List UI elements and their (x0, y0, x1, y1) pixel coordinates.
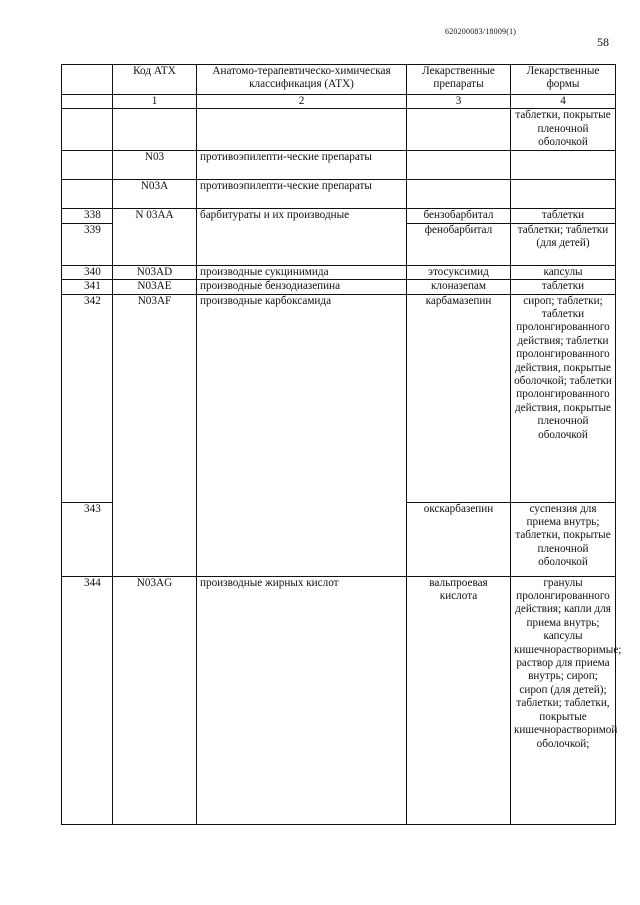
row-number: 338 (62, 209, 113, 223)
dosage-forms (511, 151, 616, 180)
dosage-forms: суспензия для приема внутрь; таблетки, покрытые пленочной оболочкой (511, 502, 616, 576)
table-row (62, 180, 616, 209)
column-number: 1 (113, 95, 197, 109)
header-num (62, 65, 113, 95)
row-number: 339 (62, 223, 113, 265)
drug-name: окскарбазепин (407, 502, 511, 576)
row-number (62, 109, 113, 151)
atx-classification: противоэпилепти-ческие препараты (197, 151, 407, 180)
atx-code: N03AG (113, 576, 197, 824)
dosage-forms: гранулы пролонгированного действия; капли для приема внутрь; капсулы кишечнорастворимые; раствор для приема внутрь; сироп; сироп (для детей); таблетки; таблетки, покрытые кишечнорастворимой оболочкой; (511, 576, 616, 824)
dosage-forms: таблетки (511, 280, 616, 294)
row-number: 343 (62, 502, 113, 576)
row-number: 342 (62, 294, 113, 502)
dosage-forms: таблетки (511, 209, 616, 223)
atx-classification: противоэпилепти-ческие препараты (197, 180, 407, 209)
column-number: 3 (407, 95, 511, 109)
drug-name (407, 151, 511, 180)
header-classification: Анатомо-терапевтическо-химическая классификация (АТХ) (197, 65, 407, 95)
table-row (62, 265, 616, 279)
table-row (62, 209, 616, 223)
table-header-row (62, 65, 616, 95)
header-drugs: Лекарственные препараты (407, 65, 511, 95)
column-number-row (62, 95, 616, 109)
header-code: Код АТХ (113, 65, 197, 95)
drug-name: вальпроевая кислота (407, 576, 511, 824)
drug-name: этосуксимид (407, 265, 511, 279)
table-row (62, 109, 616, 151)
dosage-forms: капсулы (511, 265, 616, 279)
table-row (62, 294, 616, 502)
drug-name: фенобарбитал (407, 223, 511, 265)
row-number: 344 (62, 576, 113, 824)
atx-table (61, 64, 622, 825)
atx-classification: производные сукцинимида (197, 265, 407, 279)
dosage-forms: таблетки; таблетки (для детей) (511, 223, 616, 265)
column-number (62, 95, 113, 109)
drug-name: карбамазепин (407, 294, 511, 502)
atx-code: N03AE (113, 280, 197, 294)
dosage-forms: сироп; таблетки; таблетки пролонгированного действия; таблетки пролонгированного действия, покрытые оболочкой; таблетки пролонгированного действия, покрытые пленочной оболочкой (511, 294, 616, 502)
atx-classification: производные бензодиазепина (197, 280, 407, 294)
drug-name: клоназепам (407, 280, 511, 294)
row-number (62, 151, 113, 180)
atx-code: N03 (113, 151, 197, 180)
atx-code: N 03AA (113, 209, 197, 265)
drug-name (407, 109, 511, 151)
atx-classification: производные жирных кислот (197, 576, 407, 824)
column-number: 4 (511, 95, 616, 109)
atx-classification: производные карбоксамида (197, 294, 407, 576)
dosage-forms: таблетки, покрытые пленочной оболочкой (511, 109, 616, 151)
document-id: 620200083/18009(1) (445, 27, 517, 36)
column-number: 2 (197, 95, 407, 109)
atx-code: N03A (113, 180, 197, 209)
drug-name (407, 180, 511, 209)
table-row (62, 280, 616, 294)
row-number: 341 (62, 280, 113, 294)
row-number: 340 (62, 265, 113, 279)
table-row (62, 151, 616, 180)
page-number: 58 (597, 35, 609, 49)
atx-classification: барбитураты и их производные (197, 209, 407, 265)
dosage-forms (511, 180, 616, 209)
atx-classification (197, 109, 407, 151)
drug-name: бензобарбитал (407, 209, 511, 223)
atx-code: N03AF (113, 294, 197, 576)
row-number (62, 180, 113, 209)
atx-code: N03AD (113, 265, 197, 279)
atx-code (113, 109, 197, 151)
table-row (62, 576, 616, 824)
header-forms: Лекарственные формы (511, 65, 616, 95)
